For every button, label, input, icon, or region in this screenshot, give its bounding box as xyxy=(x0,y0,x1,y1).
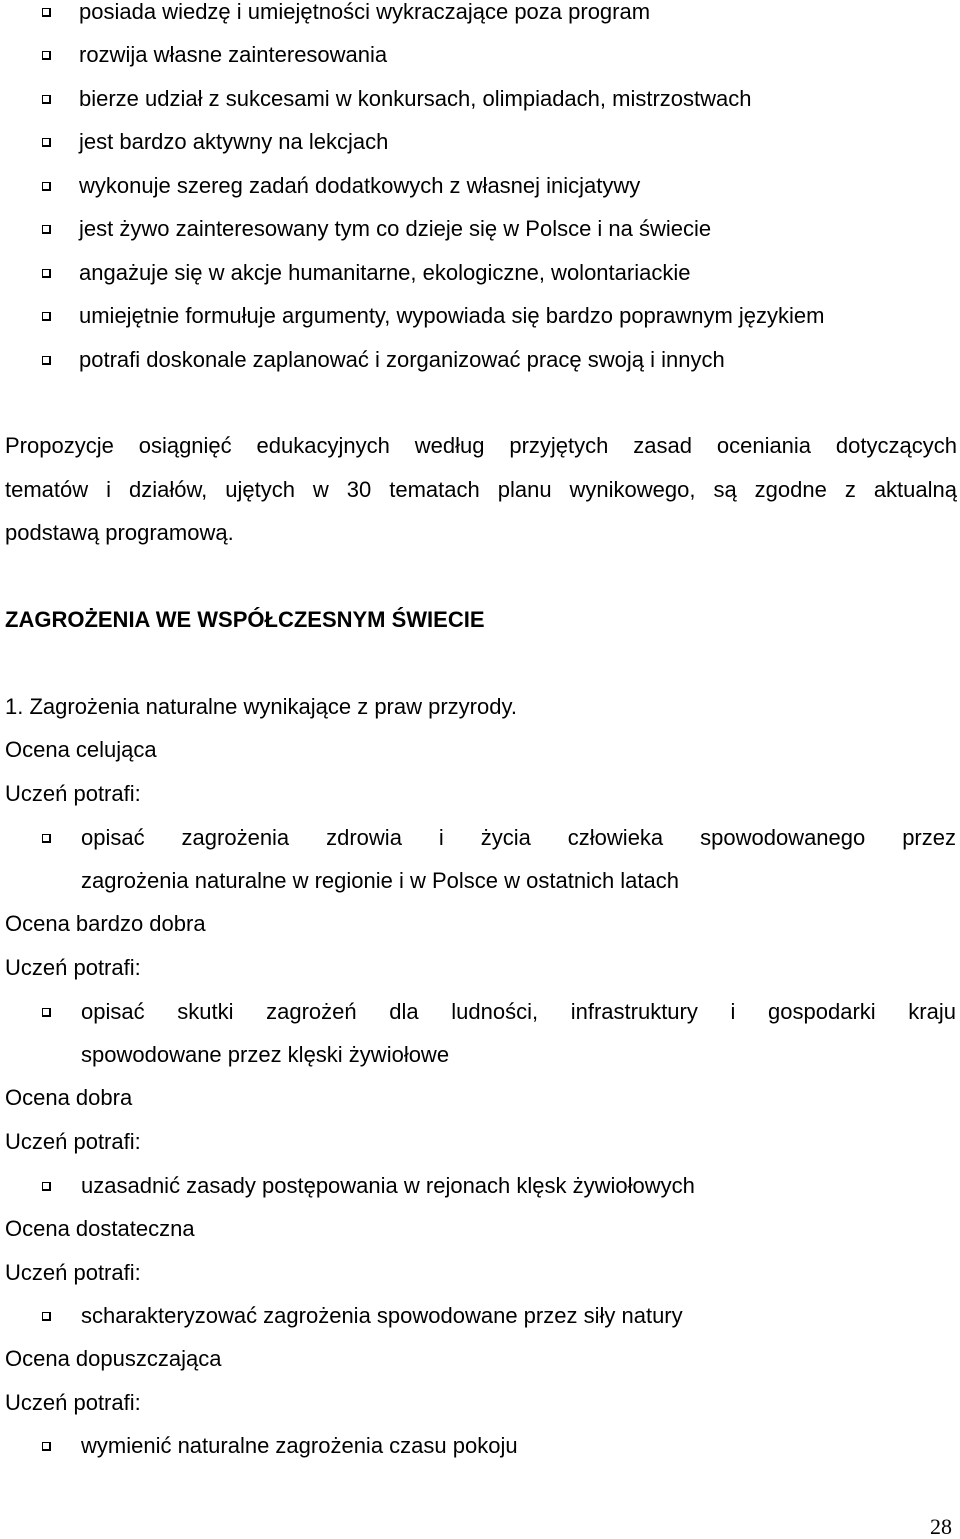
grade-label: Ocena bardzo dobra xyxy=(5,911,206,936)
grade-label: Ocena dobra xyxy=(5,1085,133,1110)
list-item-text: bierze udział z sukcesami w konkursach, olimpiadach, mistrzostwach xyxy=(79,86,752,111)
square-bullet-icon xyxy=(42,95,51,104)
square-bullet-icon xyxy=(42,1442,51,1451)
square-bullet-icon xyxy=(42,356,51,365)
grade-label: Ocena dostateczna xyxy=(5,1216,195,1241)
paragraph-line: Propozycje osiągnięć edukacyjnych według przyjętych zasad oceniania dotyczących xyxy=(5,433,957,458)
square-bullet-icon xyxy=(42,51,51,60)
square-bullet-icon xyxy=(42,1182,51,1191)
student-can-label: Uczeń potrafi: xyxy=(5,1390,141,1415)
student-can-label: Uczeń potrafi: xyxy=(5,1129,141,1154)
list-item-text-continued: zagrożenia naturalne w regionie i w Polsce w ostatnich latach xyxy=(81,868,679,893)
paragraph-line: tematów i działów, ujętych w 30 tematach planu wynikowego, są zgodne z aktualną xyxy=(5,477,957,502)
list-item-text: angażuje się w akcje humanitarne, ekologiczne, wolontariackie xyxy=(79,260,691,285)
section-heading: ZAGROŻENIA WE WSPÓŁCZESNYM ŚWIECIE xyxy=(5,607,485,632)
page-number: 28 xyxy=(930,1514,952,1539)
list-item-text: wymienić naturalne zagrożenia czasu pokoju xyxy=(81,1433,518,1458)
grade-label: Ocena celująca xyxy=(5,737,157,762)
list-item-text: jest żywo zainteresowany tym co dzieje się w Polsce i na świecie xyxy=(79,216,712,241)
list-item-text: scharakteryzować zagrożenia spowodowane przez siły natury xyxy=(81,1303,683,1328)
list-item-text: jest bardzo aktywny na lekcjach xyxy=(79,129,389,154)
list-item-text: uzasadnić zasady postępowania w rejonach klęsk żywiołowych xyxy=(81,1173,695,1198)
student-can-label: Uczeń potrafi: xyxy=(5,955,141,980)
list-item-text: opisać skutki zagrożeń dla ludności, infrastruktury i gospodarki kraju xyxy=(81,999,956,1024)
list-item-text: potrafi doskonale zaplanować i zorganizować pracę swoją i innych xyxy=(79,347,725,372)
grade-label: Ocena dopuszczająca xyxy=(5,1346,222,1371)
square-bullet-icon xyxy=(42,8,51,17)
list-item-text: wykonuje szereg zadań dodatkowych z własnej inicjatywy xyxy=(79,173,641,198)
student-can-label: Uczeń potrafi: xyxy=(5,1260,141,1285)
square-bullet-icon xyxy=(42,138,51,147)
square-bullet-icon xyxy=(42,1008,51,1017)
square-bullet-icon xyxy=(42,1312,51,1321)
list-item-text: posiada wiedzę i umiejętności wykraczające poza program xyxy=(79,0,651,24)
list-item-text: umiejętnie formułuje argumenty, wypowiada się bardzo poprawnym językiem xyxy=(79,303,825,328)
square-bullet-icon xyxy=(42,182,51,191)
paragraph-line: podstawą programową. xyxy=(5,520,234,545)
square-bullet-icon xyxy=(42,269,51,278)
student-can-label: Uczeń potrafi: xyxy=(5,781,141,806)
square-bullet-icon xyxy=(42,834,51,843)
square-bullet-icon xyxy=(42,312,51,321)
list-item-text: rozwija własne zainteresowania xyxy=(79,42,388,67)
list-item-text-continued: spowodowane przez klęski żywiołowe xyxy=(81,1042,450,1067)
list-item-text: opisać zagrożenia zdrowia i życia człowieka spowodowanego przez xyxy=(81,825,956,850)
square-bullet-icon xyxy=(42,225,51,234)
topic-title: 1. Zagrożenia naturalne wynikające z praw przyrody. xyxy=(5,694,517,719)
